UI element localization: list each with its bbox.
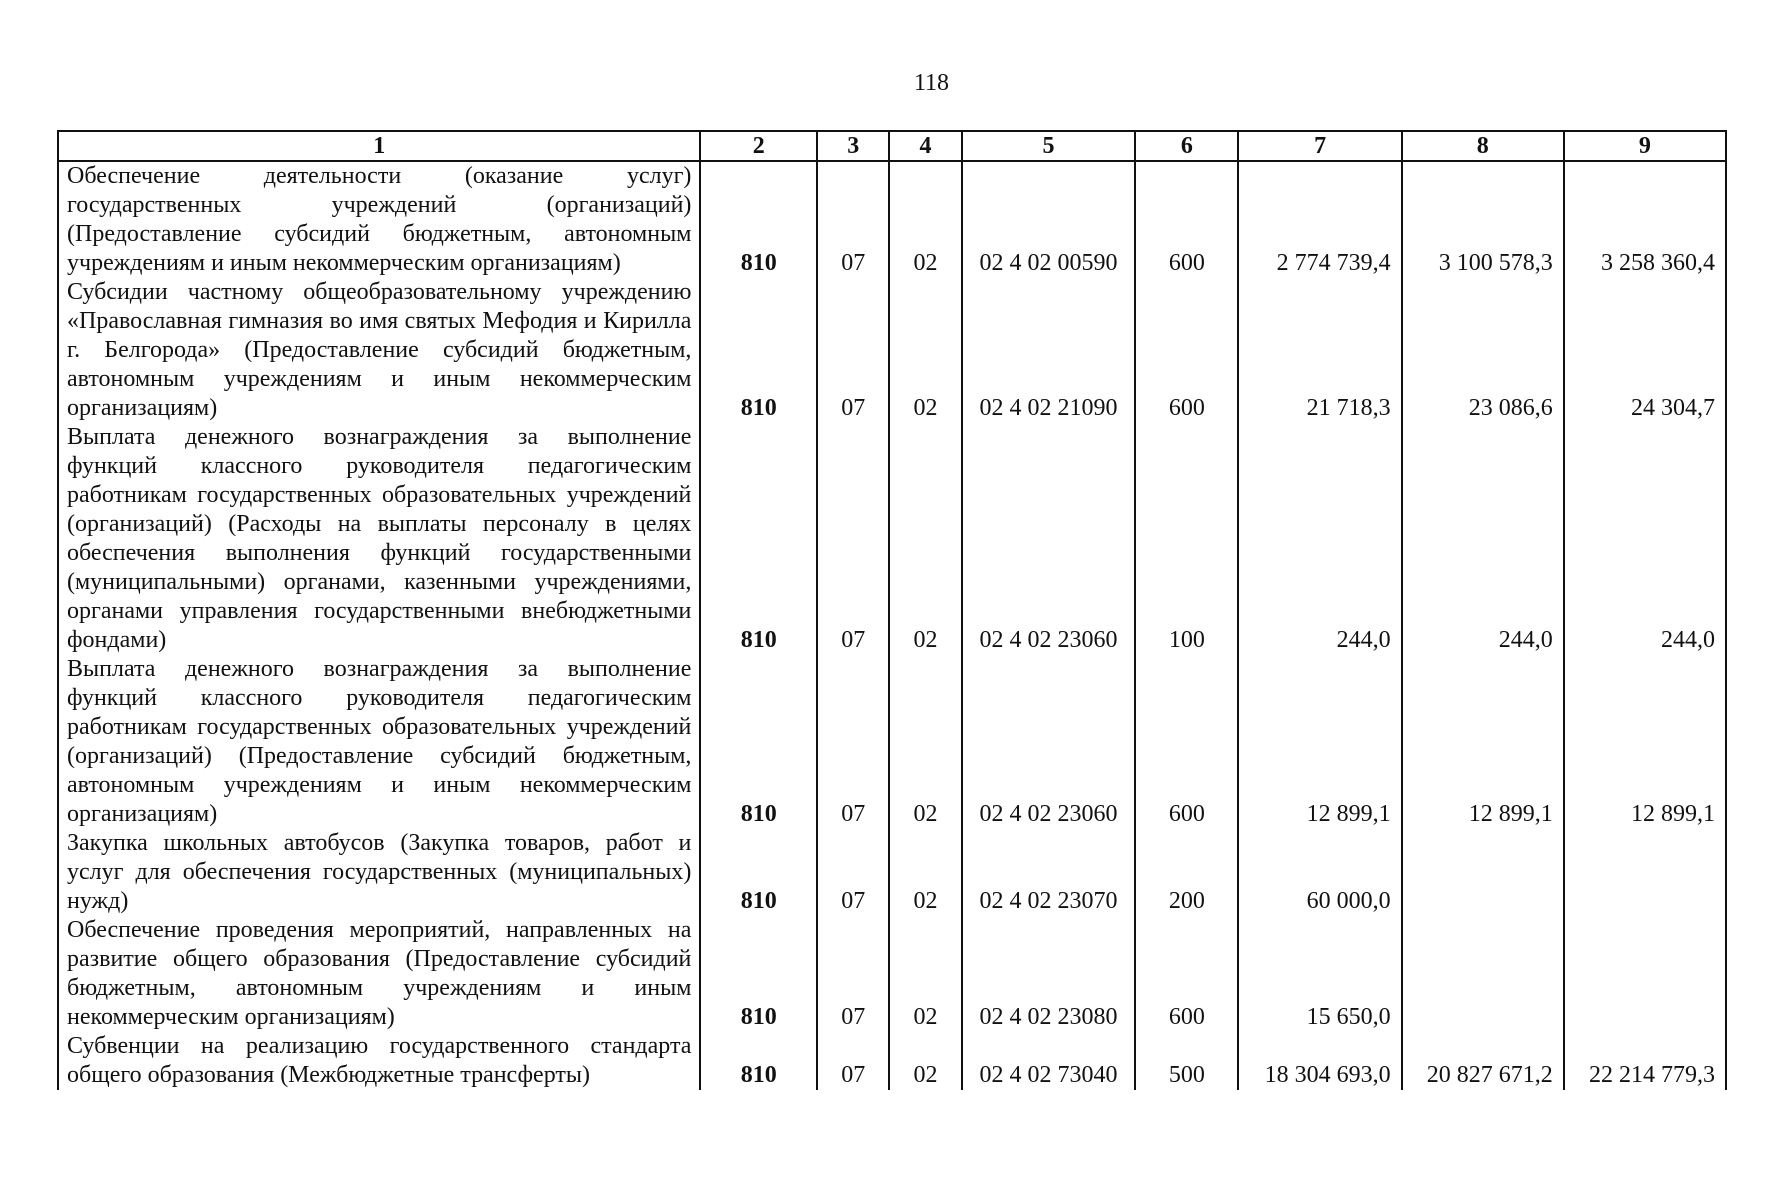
table-row [58, 161, 1726, 278]
table-row [58, 655, 1726, 829]
cell-col-7: 12 899,1 [1238, 655, 1401, 829]
cell-col-5: 02 4 02 23080 [962, 916, 1136, 1032]
cell-col-4: 02 [889, 278, 961, 423]
cell-col-7: 18 304 693,0 [1238, 1032, 1401, 1090]
cell-col-7: 2 774 739,4 [1238, 161, 1401, 278]
row-description: Обеспечение проведения мероприятий, направленных на развитие общего образования (Предоставление субсидий бюджетным, автономным учреждениям и иным некоммерческим организациям) [58, 916, 700, 1032]
cell-col-7: 21 718,3 [1238, 278, 1401, 423]
cell-col-7: 244,0 [1238, 423, 1401, 655]
cell-col-6: 600 [1135, 161, 1238, 278]
cell-col-2: 810 [700, 1032, 817, 1090]
row-description: Выплата денежного вознаграждения за выполнение функций классного руководителя педагогическим работникам государственных образовательных учреждений (организаций) (Расходы на выплаты персоналу в целях обеспечения выполнения функций государственными (муниципальными) органами, казенными учреждениями, органами управления государственными внебюджетными фондами) [58, 423, 700, 655]
cell-col-2: 810 [700, 655, 817, 829]
header-col-2: 2 [700, 131, 817, 161]
cell-col-6: 600 [1135, 916, 1238, 1032]
header-col-7: 7 [1238, 131, 1401, 161]
cell-col-6: 500 [1135, 1032, 1238, 1090]
row-description: Субвенции на реализацию государственного стандарта общего образования (Межбюджетные трансферты) [58, 1032, 700, 1090]
row-description: Закупка школьных автобусов (Закупка товаров, работ и услуг для обеспечения государственных (муниципальных) нужд) [58, 829, 700, 916]
cell-col-8: 20 827 671,2 [1402, 1032, 1564, 1090]
cell-col-9: 22 214 779,3 [1564, 1032, 1726, 1090]
cell-col-9: 24 304,7 [1564, 278, 1726, 423]
table-row [58, 1032, 1726, 1090]
cell-col-9 [1564, 916, 1726, 1032]
cell-col-8: 244,0 [1402, 423, 1564, 655]
cell-col-6: 200 [1135, 829, 1238, 916]
cell-col-5: 02 4 02 23060 [962, 423, 1136, 655]
row-description: Обеспечение деятельности (оказание услуг) государственных учреждений (организаций) (Предоставление субсидий бюджетным, автономным учреждениям и иным некоммерческим организациям) [58, 161, 700, 278]
cell-col-5: 02 4 02 21090 [962, 278, 1136, 423]
header-row [58, 131, 1726, 161]
cell-col-2: 810 [700, 916, 817, 1032]
cell-col-9: 3 258 360,4 [1564, 161, 1726, 278]
cell-col-5: 02 4 02 73040 [962, 1032, 1136, 1090]
cell-col-6: 600 [1135, 655, 1238, 829]
header-col-5: 5 [962, 131, 1136, 161]
cell-col-3: 07 [817, 916, 889, 1032]
cell-col-4: 02 [889, 655, 961, 829]
header-col-6: 6 [1135, 131, 1238, 161]
table-row [58, 916, 1726, 1032]
cell-col-5: 02 4 02 00590 [962, 161, 1136, 278]
cell-col-6: 100 [1135, 423, 1238, 655]
cell-col-4: 02 [889, 423, 961, 655]
header-col-4: 4 [889, 131, 961, 161]
page-number: 118 [913, 70, 950, 96]
header-col-3: 3 [817, 131, 889, 161]
cell-col-9: 12 899,1 [1564, 655, 1726, 829]
cell-col-3: 07 [817, 423, 889, 655]
table-row [58, 423, 1726, 655]
cell-col-3: 07 [817, 1032, 889, 1090]
cell-col-8 [1402, 916, 1564, 1032]
cell-col-4: 02 [889, 161, 961, 278]
cell-col-4: 02 [889, 829, 961, 916]
cell-col-9 [1564, 829, 1726, 916]
cell-col-2: 810 [700, 423, 817, 655]
cell-col-8 [1402, 829, 1564, 916]
cell-col-8: 12 899,1 [1402, 655, 1564, 829]
cell-col-5: 02 4 02 23060 [962, 655, 1136, 829]
cell-col-2: 810 [700, 278, 817, 423]
cell-col-3: 07 [817, 655, 889, 829]
header-col-9: 9 [1564, 131, 1726, 161]
cell-col-7: 60 000,0 [1238, 829, 1401, 916]
cell-col-2: 810 [700, 161, 817, 278]
header-col-8: 8 [1402, 131, 1564, 161]
cell-col-3: 07 [817, 829, 889, 916]
row-description: Субсидии частному общеобразовательному учреждению «Православная гимназия во имя святых Мефодия и Кирилла г. Белгорода» (Предоставление субсидий бюджетным, автономным учреждениям и иным некоммерческим организациям) [58, 278, 700, 423]
table-row [58, 278, 1726, 423]
cell-col-3: 07 [817, 161, 889, 278]
cell-col-7: 15 650,0 [1238, 916, 1401, 1032]
cell-col-5: 02 4 02 23070 [962, 829, 1136, 916]
cell-col-3: 07 [817, 278, 889, 423]
cell-col-8: 3 100 578,3 [1402, 161, 1564, 278]
cell-col-6: 600 [1135, 278, 1238, 423]
header-col-1: 1 [58, 131, 700, 161]
cell-col-4: 02 [889, 916, 961, 1032]
cell-col-2: 810 [700, 829, 817, 916]
cell-col-8: 23 086,6 [1402, 278, 1564, 423]
row-description: Выплата денежного вознаграждения за выполнение функций классного руководителя педагогическим работникам государственных образовательных учреждений (организаций) (Предоставление субсидий бюджетным, автономным учреждениям и иным некоммерческим организациям) [58, 655, 700, 829]
cell-col-9: 244,0 [1564, 423, 1726, 655]
table-row [58, 829, 1726, 916]
cell-col-4: 02 [889, 1032, 961, 1090]
budget-table [57, 130, 1727, 1090]
